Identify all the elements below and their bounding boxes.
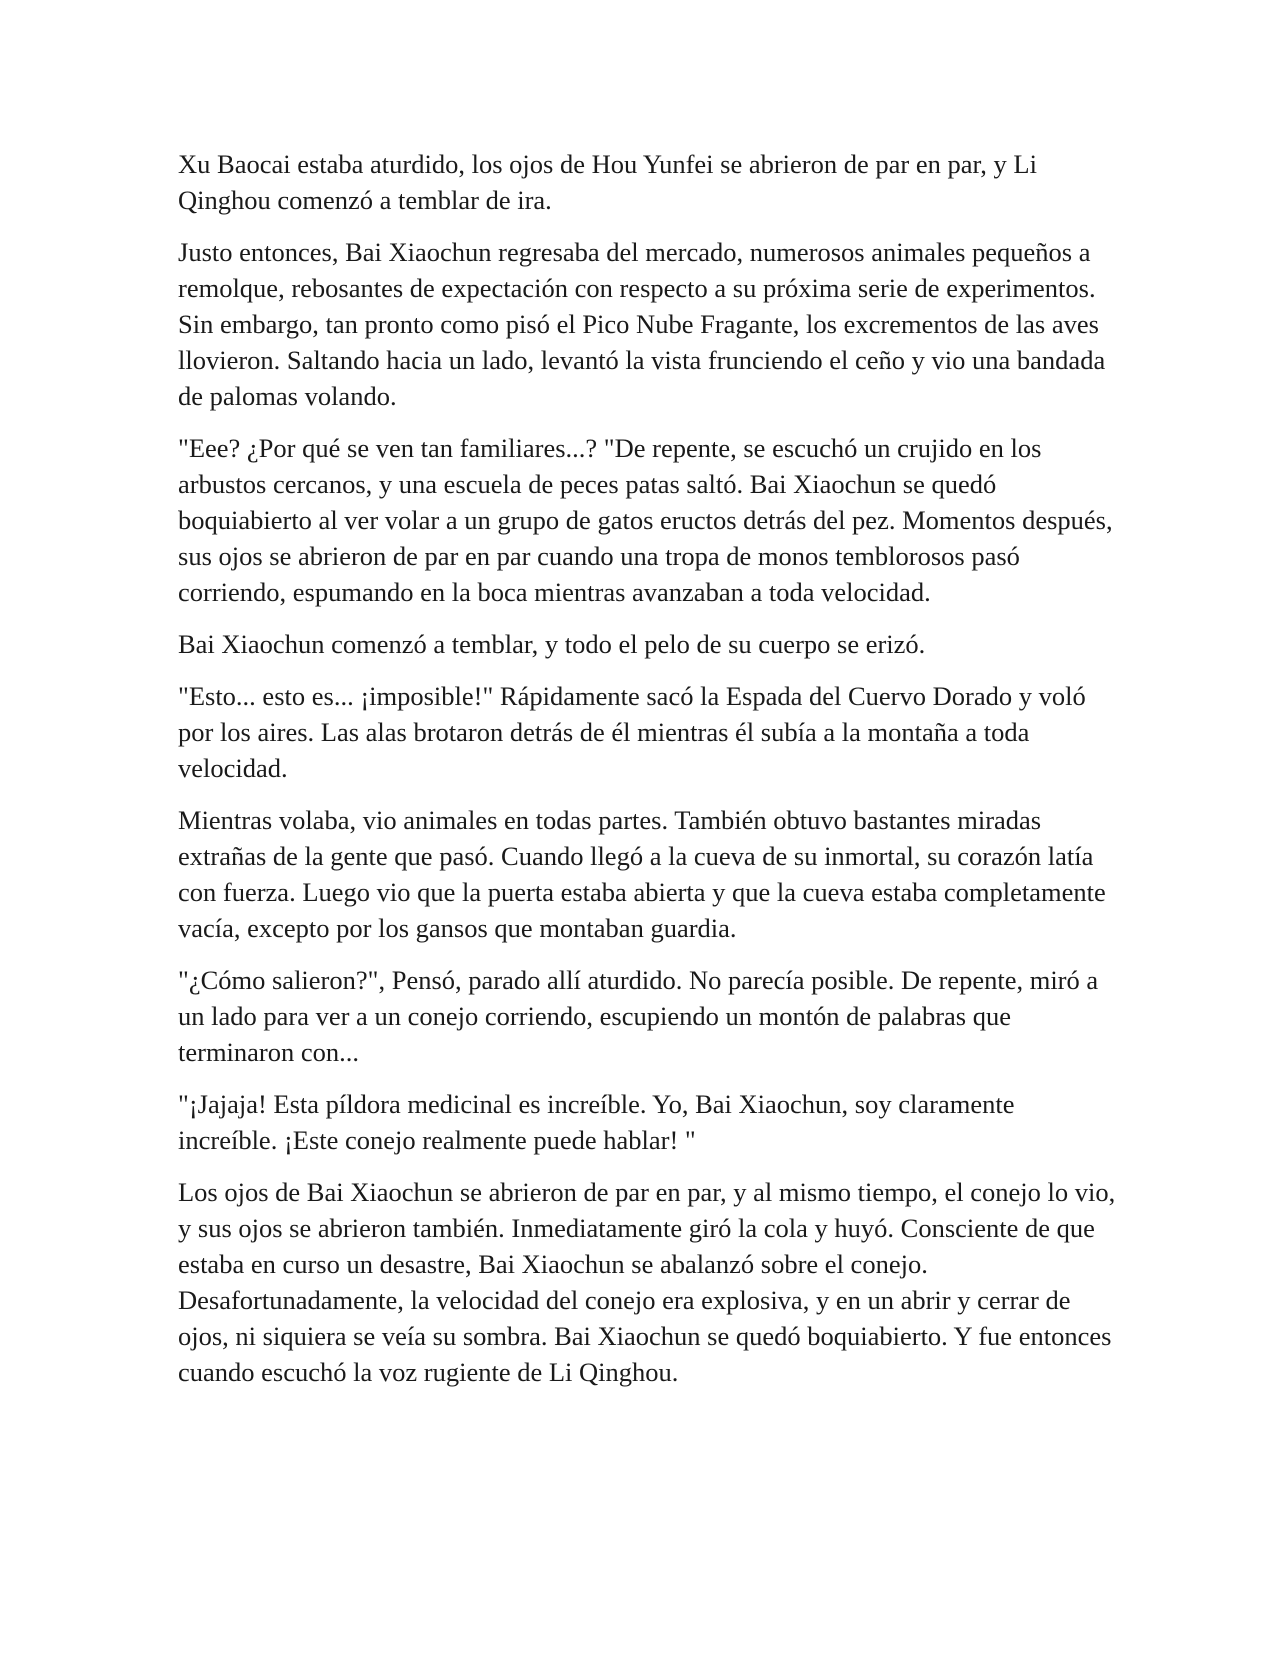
paragraph: "¿Cómo salieron?", Pensó, parado allí aturdido. No parecía posible. De repente, miró a un lado para ver a un conejo corriendo, escupiendo un montón de palabras que terminaron con... (178, 965, 1099, 1067)
paragraph: "Eee? ¿Por qué se ven tan familiares...? "De repente, se escuchó un crujido en los arbustos cercanos, y una escuela de peces patas saltó. Bai Xiaochun se quedó boquiabierto al ver volar a un grupo de gatos eructos detrás del pez. Momentos después, sus ojos se abrieron de par en par cuando una tropa de monos temblorosos pasó corriendo, espumando en la boca mientras avanzaban a toda velocidad. (178, 433, 1113, 607)
paragraph: "Esto... esto es... ¡imposible!" Rápidamente sacó la Espada del Cuervo Dorado y voló por los aires. Las alas brotaron detrás de él mientras él subía a la montaña a toda velocidad. (178, 681, 1086, 783)
paragraph: "¡Jajaja! Esta píldora medicinal es increíble. Yo, Bai Xiaochun, soy claramente increíble. ¡Este conejo realmente puede hablar! " (178, 1089, 1015, 1155)
paragraph: Xu Baocai estaba aturdido, los ojos de Hou Yunfei se abrieron de par en par, y Li Qinghou comenzó a temblar de ira. (178, 149, 1037, 215)
document-body (178, 146, 1118, 1406)
paragraph: Justo entonces, Bai Xiaochun regresaba del mercado, numerosos animales pequeños a remolque, rebosantes de expectación con respecto a su próxima serie de experimentos. Sin embargo, tan pronto como pisó el Pico Nube Fragante, los excrementos de las aves llovieron. Saltando hacia un lado, levantó la vista frunciendo el ceño y vio una bandada de palomas volando. (178, 237, 1106, 411)
paragraph: Mientras volaba, vio animales en todas partes. También obtuvo bastantes miradas extrañas de la gente que pasó. Cuando llegó a la cueva de su inmortal, su corazón latía con fuerza. Luego vio que la puerta estaba abierta y que la cueva estaba completamente vacía, excepto por los gansos que montaban guardia. (178, 805, 1106, 943)
paragraph: Los ojos de Bai Xiaochun se abrieron de par en par, y al mismo tiempo, el conejo lo vio, y sus ojos se abrieron también. Inmediatamente giró la cola y huyó. Consciente de que estaba en curso un desastre, Bai Xiaochun se abalanzó sobre el conejo. Desafortunadamente, la velocidad del conejo era explosiva, y en un abrir y cerrar de ojos, ni siquiera se veía su sombra. Bai Xiaochun se quedó boquiabierto. Y fue entonces cuando escuchó la voz rugiente de Li Qinghou. (178, 1177, 1116, 1387)
paragraph: Bai Xiaochun comenzó a temblar, y todo el pelo de su cuerpo se erizó. (178, 629, 926, 659)
